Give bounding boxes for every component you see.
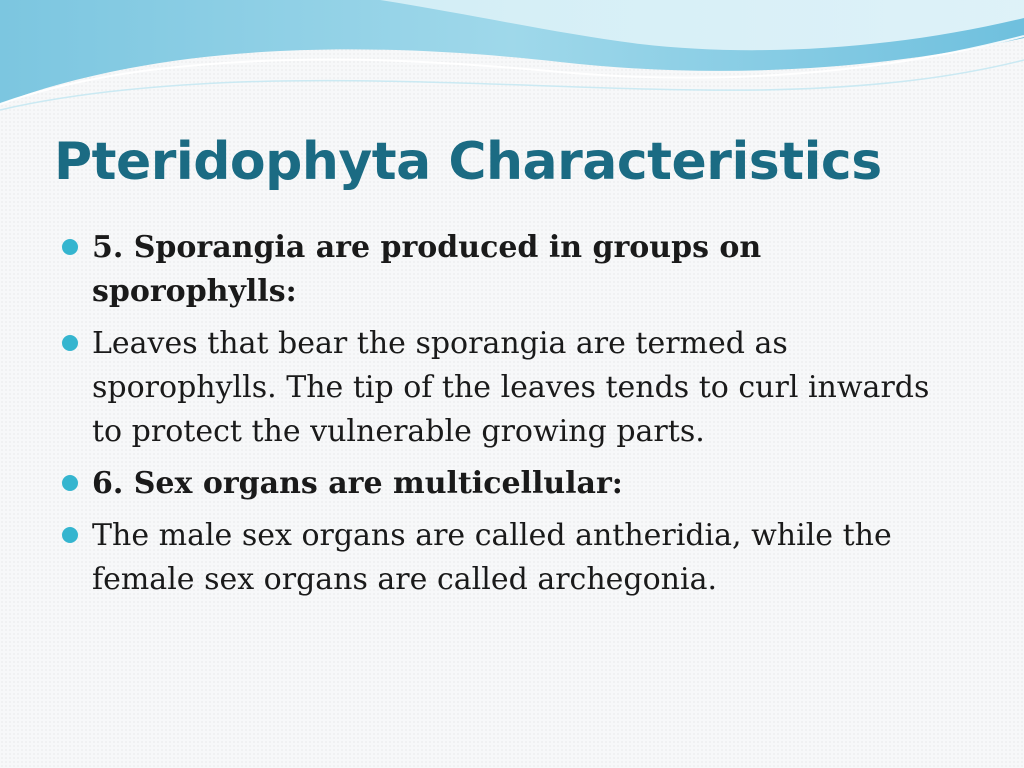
bullet-dot-icon xyxy=(62,527,78,543)
bullet-list xyxy=(60,226,960,610)
list-item xyxy=(60,322,960,454)
bullet-text: The male sex organs are called antheridia, while the female sex organs are called archegonia. xyxy=(92,518,892,597)
bullet-text: 6. Sex organs are multicellular: xyxy=(92,466,623,501)
slide-title: Pteridophyta Characteristics xyxy=(54,132,882,192)
bullet-text: Leaves that bear the sporangia are termed as sporophylls. The tip of the leaves tends to curl inwards to protect the vulnerable growing parts. xyxy=(92,326,930,449)
bullet-dot-icon xyxy=(62,475,78,491)
bullet-text: 5. Sporangia are produced in groups on sporophylls: xyxy=(92,230,762,309)
bullet-dot-icon xyxy=(62,239,78,255)
list-item xyxy=(60,226,960,314)
header-wave xyxy=(0,0,1024,120)
list-item xyxy=(60,462,960,506)
bullet-dot-icon xyxy=(62,335,78,351)
list-item xyxy=(60,514,960,602)
